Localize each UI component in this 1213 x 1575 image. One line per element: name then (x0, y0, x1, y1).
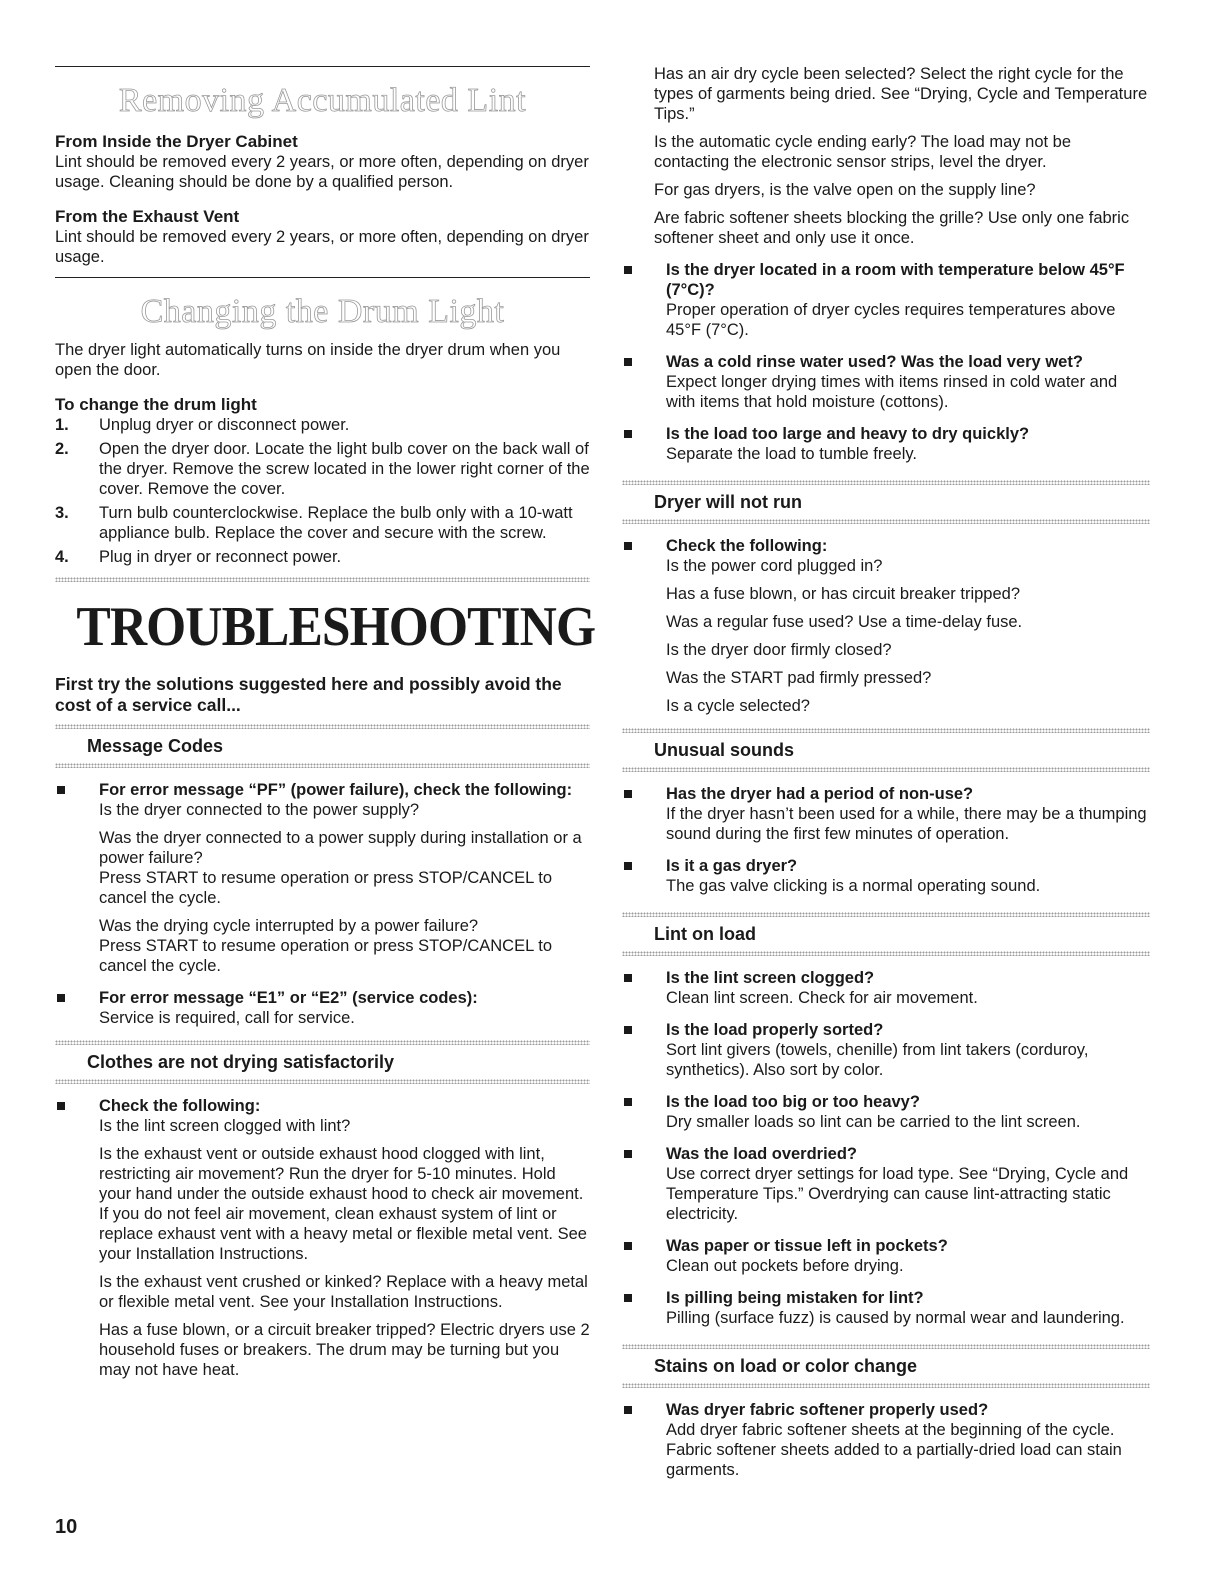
lint-answer: Dry smaller loads so lint can be carried to the lint screen. (666, 1113, 1081, 1131)
step-item (55, 439, 590, 499)
large-load-question: Is the load too large and heavy to dry quickly? (666, 425, 1030, 443)
not-run-answer: Is the dryer door firmly closed? (666, 641, 892, 659)
overdried-item (622, 1144, 1150, 1224)
lint-answer: Pilling (surface fuzz) is caused by normal wear and laundering. (666, 1309, 1125, 1327)
bullet-icon (624, 430, 632, 438)
step-number: 2. (55, 440, 69, 458)
lint-question: Is the lint screen clogged? (666, 969, 875, 987)
not-run-answer: Was a regular fuse used? Use a time-delay fuse. (666, 613, 1023, 631)
e-error-answer: Service is required, call for service. (99, 1009, 355, 1027)
drum-light-intro: The dryer light automatically turns on inside the dryer drum when you open the door. (55, 341, 561, 379)
lint-answer: Clean out pockets before drying. (666, 1257, 904, 1275)
bullet-icon (624, 862, 632, 870)
not-drying-question: Check the following: (99, 1097, 261, 1115)
gas-dryer-item (622, 856, 1150, 896)
dotted-divider (622, 951, 1150, 956)
dotted-divider (55, 577, 590, 582)
stains-answer: Add dryer fabric softener sheets at the beginning of the cycle. Fabric softener sheets added to a partially-dried load can stain garments. (666, 1421, 1122, 1479)
not-run-answer: Was the START pad firmly pressed? (666, 669, 932, 687)
bullet-icon (624, 974, 632, 982)
gas-dryer-answer: The gas valve clicking is a normal operating sound. (666, 877, 1041, 895)
non-use-item (622, 784, 1150, 844)
bullet-icon (624, 1026, 632, 1034)
bullet-icon (624, 542, 632, 550)
section-rule (55, 277, 590, 278)
lint-section-title: Removing Accumulated Lint (118, 82, 527, 119)
lint-question: Is the load too big or too heavy? (666, 1093, 920, 1111)
inside-cabinet-text: Lint should be removed every 2 years, or more often, depending on dryer usage. Cleaning should be done by a qualified person. (55, 153, 589, 191)
not-run-check-item (622, 536, 1150, 716)
step-number: 3. (55, 504, 69, 522)
gas-dryer-question: Is it a gas dryer? (666, 857, 798, 875)
exhaust-vent-text: Lint should be removed every 2 years, or more often, depending on dryer usage. (55, 228, 589, 266)
step-item (55, 547, 590, 567)
lint-question: Was paper or tissue left in pockets? (666, 1237, 948, 1255)
drum-light-section-title: Changing the Drum Light (140, 293, 505, 330)
unusual-sounds-heading: Unusual sounds (654, 740, 795, 760)
left-column (55, 0, 596, 1538)
inside-cabinet-heading: From Inside the Dryer Cabinet (55, 132, 298, 151)
not-run-answer: Has a fuse blown, or has circuit breaker tripped? (666, 585, 1021, 603)
not-drying-answer: Are fabric softener sheets blocking the grille? Use only one fabric softener sheet and only use it once. (654, 209, 1130, 247)
step-number: 4. (55, 548, 69, 566)
pf-error-question: For error message “PF” (power failure), check the following: (99, 781, 573, 799)
temperature-question: Is the dryer located in a room with temperature below 45°F (7°C)? (666, 261, 1125, 299)
large-load-item (622, 424, 1150, 464)
pf-answer: Was the drying cycle interrupted by a power failure? (99, 917, 479, 935)
lint-question: Is the load properly sorted? (666, 1021, 884, 1039)
not-run-answer: Is a cycle selected? (666, 697, 810, 715)
pilling-item (622, 1288, 1150, 1328)
bullet-icon (624, 1294, 632, 1302)
e-error-item (55, 988, 590, 1028)
not-drying-answer: Is the lint screen clogged with lint? (99, 1117, 351, 1135)
lint-answer: Clean lint screen. Check for air movement. (666, 989, 978, 1007)
dotted-divider (55, 1079, 590, 1084)
bullet-icon (624, 1098, 632, 1106)
bullet-icon (57, 786, 65, 794)
cold-rinse-item (622, 352, 1150, 412)
bullet-icon (624, 790, 632, 798)
temperature-item (622, 260, 1150, 340)
stains-heading: Stains on load or color change (654, 1356, 918, 1376)
lint-on-load-heading: Lint on load (654, 924, 756, 944)
lint-screen-item (622, 968, 1150, 1008)
dotted-divider (622, 1383, 1150, 1388)
right-column (622, 0, 1150, 1480)
not-run-answer: Is the power cord plugged in? (666, 557, 883, 575)
sorted-item (622, 1020, 1150, 1080)
bullet-icon (57, 994, 65, 1002)
not-drying-check-item (55, 1096, 590, 1380)
troubleshooting-intro: First try the solutions suggested here and possibly avoid the cost of a service call... (55, 674, 562, 715)
drum-light-subheading: To change the drum light (55, 395, 257, 414)
lint-answer: Use correct dryer settings for load type. See “Drying, Cycle and Temperature Tips.” Overdrying can cause lint-attracting static electricity. (666, 1165, 1129, 1223)
lint-answer: Sort lint givers (towels, chenille) from lint takers (corduroy, synthetics). Also sort by color. (666, 1041, 1089, 1079)
not-drying-heading: Clothes are not drying satisfactorily (87, 1052, 395, 1072)
bullet-icon (57, 1102, 65, 1110)
softener-item (622, 1400, 1150, 1480)
non-use-answer: If the dryer hasn’t been used for a while, there may be a thumping sound during the first few minutes of operation. (666, 805, 1147, 843)
cold-rinse-question: Was a cold rinse water used? Was the load very wet? (666, 353, 1083, 371)
bullet-icon (624, 1406, 632, 1414)
not-run-question: Check the following: (666, 537, 828, 555)
step-text: Turn bulb counterclockwise. Replace the bulb only with a 10-watt appliance bulb. Replace the cover and secure with the screw. (99, 504, 573, 542)
drum-light-steps (55, 415, 590, 567)
not-drying-answer: Has a fuse blown, or a circuit breaker tripped? Electric dryers use 2 household fuses or breakers. The drum may be turning but you may not have heat. (99, 1321, 590, 1379)
e-error-question: For error message “E1” or “E2” (service codes): (99, 989, 478, 1007)
stains-question: Was dryer fabric softener properly used? (666, 1401, 989, 1419)
step-text: Plug in dryer or reconnect power. (99, 548, 342, 566)
troubleshooting-title: TROUBLESHOOTING (76, 596, 596, 658)
not-run-heading: Dryer will not run (654, 492, 803, 512)
not-drying-answer: Is the exhaust vent crushed or kinked? Replace with a heavy metal or flexible metal vent. See your Installation Instructions. (99, 1273, 588, 1311)
step-item (55, 415, 590, 435)
temperature-answer: Proper operation of dryer cycles requires temperatures above 45°F (7°C). (666, 301, 1116, 339)
pf-answer: Was the dryer connected to a power supply during installation or a power failure? (99, 829, 582, 867)
large-load-answer: Separate the load to tumble freely. (666, 445, 918, 463)
step-number: 1. (55, 416, 69, 434)
not-drying-answer: Has an air dry cycle been selected? Select the right cycle for the types of garments being dried. See “Drying, Cycle and Temperature Tips.” (654, 65, 1148, 123)
lint-question: Was the load overdried? (666, 1145, 858, 1163)
pf-error-item (55, 780, 590, 976)
dotted-divider (622, 519, 1150, 524)
not-drying-continued (622, 64, 1150, 248)
message-codes-heading: Message Codes (87, 736, 224, 756)
pf-answer: Is the dryer connected to the power supply? (99, 801, 420, 819)
page-number: 10 (55, 1516, 78, 1538)
not-drying-answer: Is the exhaust vent or outside exhaust hood clogged with lint, restricting air movement? Run the dryer for 5-10 minutes. Hold your hand under the outside exhaust hood to check air movement. If you do not feel air movement, clean exhaust system of lint or replace exhaust vent with a heavy metal or flexible metal vent. See your Installation Instructions. (99, 1145, 587, 1263)
bullet-icon (624, 266, 632, 274)
exhaust-vent-heading: From the Exhaust Vent (55, 207, 240, 226)
step-item (55, 503, 590, 543)
pockets-item (622, 1236, 1150, 1276)
section-rule (55, 66, 590, 67)
not-drying-answer: Is the automatic cycle ending early? The load may not be contacting the electronic sensor strips, level the dryer. (654, 133, 1072, 171)
lint-question: Is pilling being mistaken for lint? (666, 1289, 924, 1307)
bullet-icon (624, 358, 632, 366)
too-big-item (622, 1092, 1150, 1132)
pf-answer: Press START to resume operation or press STOP/CANCEL to cancel the cycle. (99, 869, 553, 907)
step-text: Open the dryer door. Locate the light bulb cover on the back wall of the dryer. Remove the screw located in the lower right corner of the cover. Remove the cover. (99, 440, 590, 498)
not-drying-answer: For gas dryers, is the valve open on the supply line? (654, 181, 1036, 199)
cold-rinse-answer: Expect longer drying times with items rinsed in cold water and with items that hold moisture (cottons). (666, 373, 1118, 411)
dotted-divider (622, 767, 1150, 772)
bullet-icon (624, 1150, 632, 1158)
step-text: Unplug dryer or disconnect power. (99, 416, 350, 434)
non-use-question: Has the dryer had a period of non-use? (666, 785, 974, 803)
pf-answer: Press START to resume operation or press STOP/CANCEL to cancel the cycle. (99, 937, 553, 975)
dotted-divider (55, 763, 590, 768)
bullet-icon (624, 1242, 632, 1250)
